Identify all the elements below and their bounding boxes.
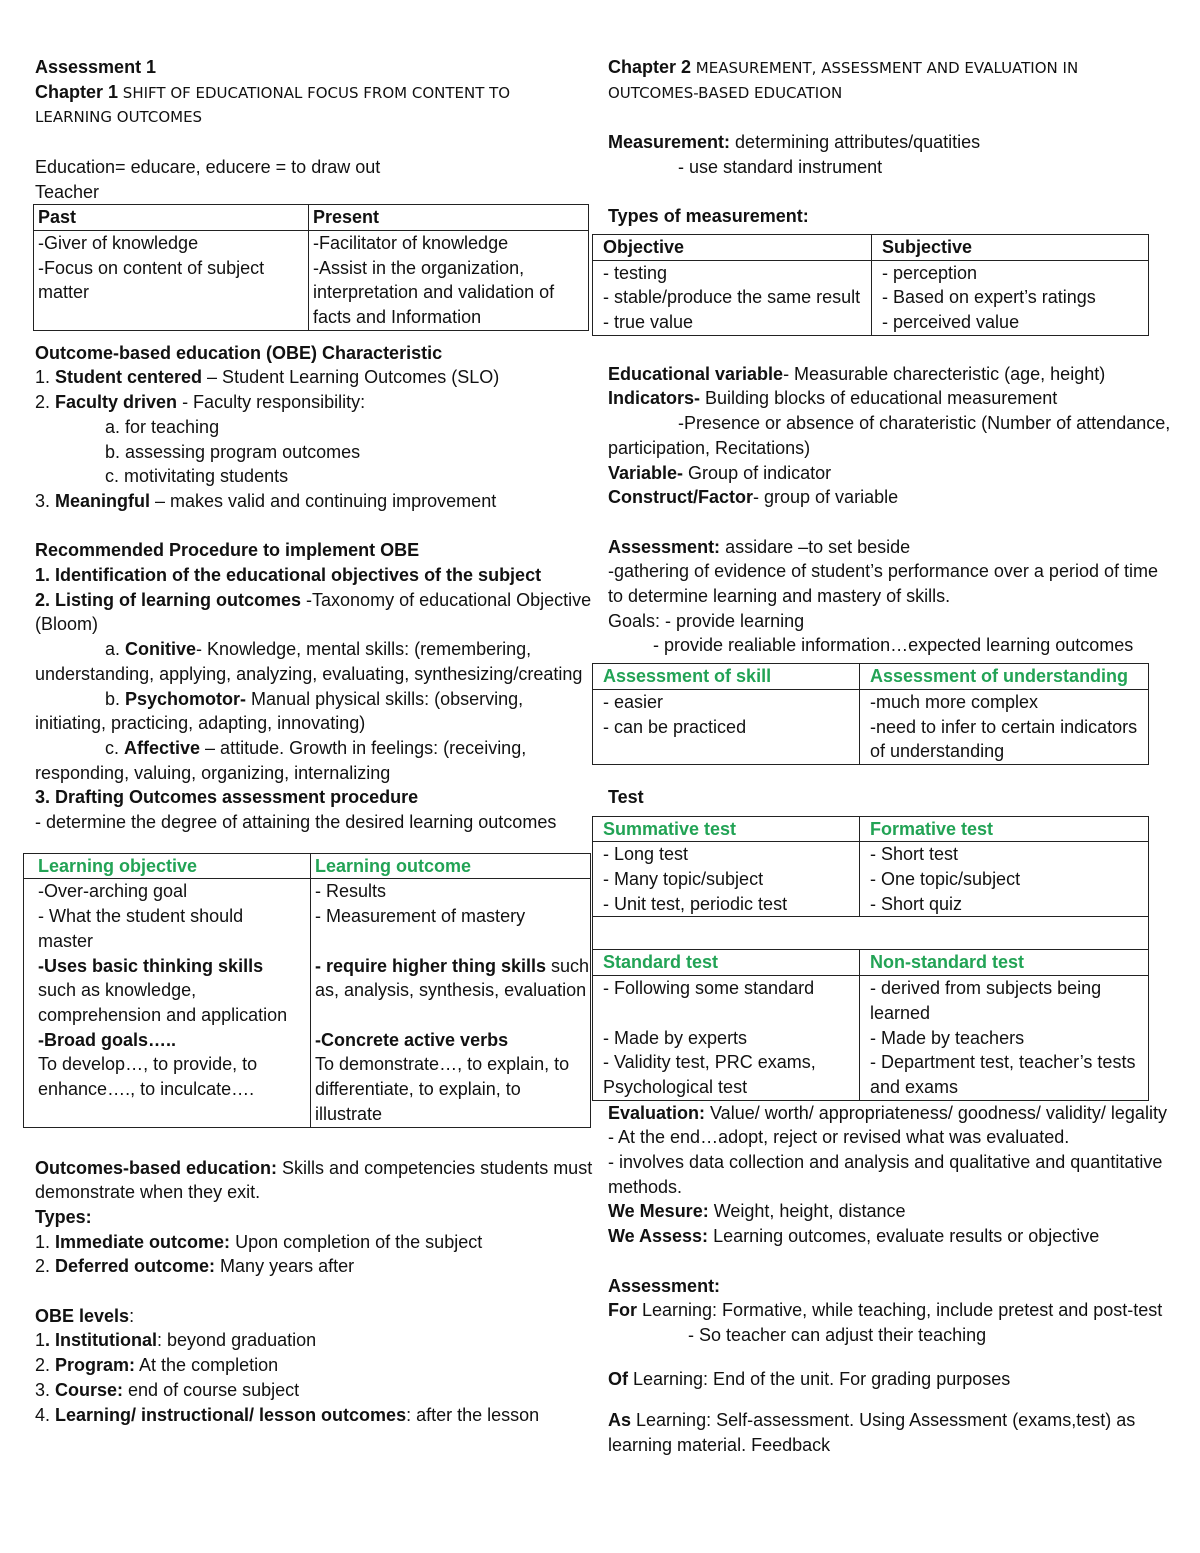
educational-variable: Educational variable- Measurable charecteristic (age, height) [608, 363, 1106, 384]
assessment-as-learning-cont: learning material. Feedback [608, 1435, 831, 1456]
evaluation-definition-cont: - involves data collection and analysis and qualitative and quantitative [608, 1152, 1163, 1173]
table-cell: - derived from subjects being learned - Made by teachers - Department test, teacher’s tests and exams [860, 976, 1149, 1101]
list-item: 4. Learning/ instructional/ lesson outcomes: after the lesson [35, 1404, 540, 1425]
list-item: - determine the degree of attaining the desired learning outcomes [35, 812, 557, 833]
table-header: Assessment of skill [593, 664, 860, 690]
list-item: 1. Identification of the educational objectives of the subject [35, 565, 542, 586]
types-of-measurement-heading: Types of measurement: [608, 206, 809, 227]
list-item: b. assessing program outcomes [105, 441, 361, 462]
assessment-skill-table [592, 663, 1149, 765]
assessment-of-learning: Of Learning: End of the unit. For grading purposes [608, 1368, 1011, 1389]
indicators-cont: -Presence or absence of charateristic (Number of attendance, [678, 413, 1171, 434]
assessment-for-learning: For Learning: Formative, while teaching, include pretest and post-test [608, 1300, 1163, 1321]
table-header: Past [34, 205, 309, 231]
list-item: 2. Listing of learning outcomes -Taxonomy of educational Objective [35, 589, 592, 610]
procedure-heading: Recommended Procedure to implement OBE [35, 540, 420, 561]
indicators-cont: participation, Recitations) [608, 437, 811, 458]
list-item: initiating, practicing, adapting, innovating) [35, 713, 366, 734]
obe-characteristic-heading: Outcome-based education (OBE) Characteristic [35, 342, 443, 363]
list-item: 2. Faculty driven - Faculty responsibility: [35, 392, 366, 413]
evaluation-definition: Evaluation: Value/ worth/ appropriateness/ goodness/ validity/ legality [608, 1102, 1167, 1123]
list-item: c. Affective – attitude. Growth in feelings: (receiving, [105, 737, 527, 758]
standard-test-table [592, 950, 1149, 1100]
chapter1-heading-cont: LEARNING OUTCOMES [35, 108, 203, 127]
table-header: Learning outcome [311, 853, 591, 879]
learning-objective-table [23, 853, 591, 1128]
list-item: c. motivitating students [105, 466, 289, 487]
table-cell: - easier - can be practiced [593, 689, 860, 764]
table-cell: - Results - Measurement of mastery - require higher thing skills such as, analysis, synthesis, evaluation -Concrete active verbs To demonstrate…, to explain, to differentiate, to explain, to illustrate [311, 879, 591, 1127]
list-item: 1. Student centered – Student Learning Outcomes (SLO) [35, 367, 500, 388]
evaluation-definition-cont: methods. [608, 1176, 683, 1197]
list-item: 3. Course: end of course subject [35, 1379, 300, 1400]
obe-definition-cont: demonstrate when they exit. [35, 1182, 261, 1203]
we-measure: We Mesure: Weight, height, distance [608, 1201, 906, 1222]
summative-formative-table [592, 816, 1149, 951]
chapter2-heading: Chapter 2 MEASUREMENT, ASSESSMENT AND EVALUATION IN [608, 57, 1079, 77]
goals: Goals: - provide learning [608, 610, 805, 631]
table-header: Objective [593, 234, 872, 260]
table-header: Standard test [593, 950, 860, 975]
table-cell: - perception - Based on expert’s ratings - perceived value [872, 260, 1149, 335]
table-cell: - Short test - One topic/subject - Short quiz [860, 842, 1149, 917]
list-item: a. Conitive- Knowledge, mental skills: (remembering, [105, 639, 532, 660]
chapter2-heading-cont: OUTCOMES-BASED EDUCATION [608, 83, 843, 102]
table-cell: -Giver of knowledge -Focus on content of subject matter [34, 230, 309, 330]
obe-levels-heading: OBE levels: [35, 1305, 135, 1326]
measurement-definition-cont: - use standard instrument [678, 156, 883, 177]
list-item: 3. Meaningful – makes valid and continuing improvement [35, 490, 497, 511]
table-header: Present [309, 205, 589, 231]
assessment-definition: Assessment: assidare –to set beside [608, 536, 911, 557]
assessment-for-learning-cont: - So teacher can adjust their teaching [688, 1324, 987, 1345]
left-column [35, 55, 591, 1427]
table-header: Assessment of understanding [860, 664, 1149, 690]
list-item: 2. Program: At the completion [35, 1355, 279, 1376]
goals-cont: - provide realiable information…expected learning outcomes [653, 635, 1134, 656]
evaluation-definition-cont: - At the end…adopt, reject or revised what was evaluated. [608, 1127, 1070, 1148]
types-heading: Types: [35, 1206, 92, 1227]
variable: Variable- Group of indicator [608, 462, 832, 483]
list-item: b. Psychomotor- Manual physical skills: (observing, [105, 688, 524, 709]
assessment-title: Assessment 1 [35, 57, 157, 77]
right-column [603, 55, 1171, 1458]
measurement-table [592, 234, 1149, 336]
table-header: Formative test [860, 816, 1149, 842]
table-cell: -much more complex -need to infer to certain indicators of understanding [860, 689, 1149, 764]
teacher-table [33, 204, 589, 331]
assessment-definition-cont: to determine learning and mastery of skills. [608, 586, 951, 607]
list-item: (Bloom) [35, 614, 99, 635]
indicators: Indicators- Building blocks of educational measurement [608, 388, 1058, 409]
table-cell: - Long test - Many topic/subject - Unit test, periodic test [593, 842, 860, 917]
table-spacer-row [593, 917, 1149, 950]
table-cell: - Following some standard - Made by experts - Validity test, PRC exams, Psychological test [593, 976, 860, 1101]
obe-definition: Outcomes-based education: Skills and competencies students must [35, 1157, 593, 1178]
chapter1-heading: Chapter 1 SHIFT OF EDUCATIONAL FOCUS FROM CONTENT TO [35, 81, 511, 102]
list-item: 3. Drafting Outcomes assessment procedure [35, 787, 419, 808]
teacher-label: Teacher [35, 181, 100, 202]
we-assess: We Assess: Learning outcomes, evaluate results or objective [608, 1226, 1100, 1247]
table-header: Learning objective [24, 853, 311, 879]
table-header: Non-standard test [860, 950, 1149, 975]
list-item: 1. Immediate outcome: Upon completion of the subject [35, 1231, 483, 1252]
assessment-as-learning: As Learning: Self-assessment. Using Assessment (exams,test) as [608, 1410, 1136, 1431]
table-cell: - testing - stable/produce the same result - true value [593, 260, 872, 335]
list-item: understanding, applying, analyzing, evaluating, synthesizing/creating [35, 663, 583, 684]
table-header: Summative test [593, 816, 860, 842]
list-item: responding, valuing, organizing, internalizing [35, 762, 391, 783]
test-heading: Test [608, 786, 644, 807]
assessment-definition-cont: -gathering of evidence of student’s performance over a period of time [608, 561, 1158, 582]
table-cell: -Facilitator of knowledge -Assist in the organization, interpretation and validation of facts and Information [309, 230, 589, 330]
assessment-heading: Assessment: [608, 1275, 721, 1296]
list-item: 2. Deferred outcome: Many years after [35, 1256, 355, 1277]
list-item: a. for teaching [105, 416, 220, 437]
table-cell: -Over-arching goal - What the student should master -Uses basic thinking skills such as knowledge, comprehension and application -Broad goals….. To develop…, to provide, to enhance…., to inculcate…. [24, 879, 311, 1127]
measurement-definition: Measurement: determining attributes/quatities [608, 132, 981, 153]
education-definition: Education= educare, educere = to draw out [35, 156, 381, 177]
table-header: Subjective [872, 234, 1149, 260]
construct-factor: Construct/Factor- group of variable [608, 487, 899, 508]
list-item: 1. Institutional: beyond graduation [35, 1330, 317, 1351]
